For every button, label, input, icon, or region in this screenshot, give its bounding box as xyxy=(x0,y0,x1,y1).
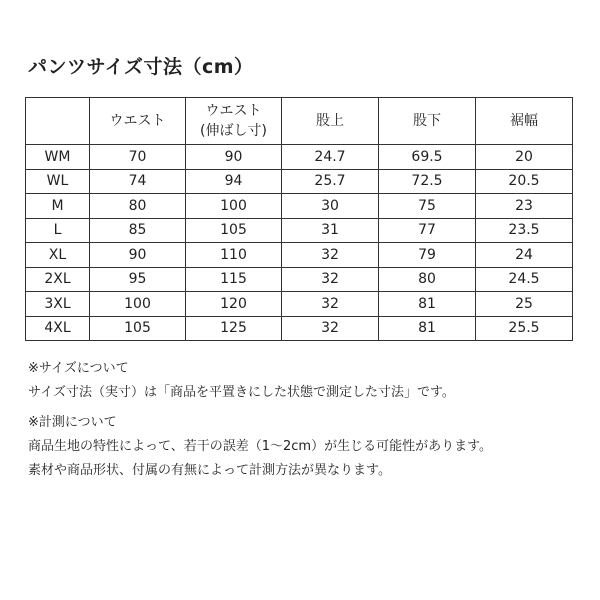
cell-waist: 70 xyxy=(90,145,186,170)
header-waist-stretched xyxy=(186,98,282,145)
header-size xyxy=(26,98,90,145)
header-inseam: 股下 xyxy=(379,98,476,145)
table-row xyxy=(26,243,573,268)
header-waist: ウエスト xyxy=(90,98,186,145)
table-row xyxy=(26,194,573,219)
cell-inseam: 75 xyxy=(379,194,476,219)
cell-hem-width: 24 xyxy=(476,243,573,268)
cell-hem-width: 20 xyxy=(476,145,573,170)
cell-waist: 85 xyxy=(90,218,186,243)
cell-waist-stretched: 115 xyxy=(186,267,282,292)
size-note-text: サイズ寸法（実寸）は「商品を平置きにした状態で測定した寸法」です。 xyxy=(28,385,455,400)
cell-waist: 95 xyxy=(90,267,186,292)
cell-inseam: 69.5 xyxy=(379,145,476,170)
table-header-row xyxy=(26,98,573,145)
cell-size: 4XL xyxy=(26,316,90,341)
header-waist-stretched-label: ウエスト xyxy=(205,103,262,119)
measure-note-text-2: 素材や商品形状、付属の有無によって計測方法が異なります。 xyxy=(28,463,391,478)
page-title: パンツサイズ寸法（cm） xyxy=(28,56,254,78)
cell-hem-width: 23 xyxy=(476,194,573,219)
measure-note-text-1: 商品生地の特性によって、若干の誤差（1～2cm）が生じる可能性があります。 xyxy=(28,439,493,454)
cell-waist-stretched: 110 xyxy=(186,243,282,268)
cell-inseam: 81 xyxy=(379,292,476,317)
cell-size: M xyxy=(26,194,90,219)
cell-waist-stretched: 120 xyxy=(186,292,282,317)
notes-section xyxy=(28,357,593,483)
cell-waist: 80 xyxy=(90,194,186,219)
cell-hem-width: 20.5 xyxy=(476,169,573,194)
table-row xyxy=(26,292,573,317)
cell-hem-width: 25.5 xyxy=(476,316,573,341)
measure-note-heading: ※計測について xyxy=(28,415,117,430)
cell-waist: 105 xyxy=(90,316,186,341)
cell-size: L xyxy=(26,218,90,243)
cell-waist: 74 xyxy=(90,169,186,194)
table-row xyxy=(26,169,573,194)
cell-rise: 25.7 xyxy=(282,169,379,194)
cell-rise: 31 xyxy=(282,218,379,243)
cell-waist: 100 xyxy=(90,292,186,317)
table-row xyxy=(26,316,573,341)
cell-waist-stretched: 125 xyxy=(186,316,282,341)
cell-size: WM xyxy=(26,145,90,170)
cell-inseam: 81 xyxy=(379,316,476,341)
cell-rise: 30 xyxy=(282,194,379,219)
table-row xyxy=(26,267,573,292)
cell-rise: 32 xyxy=(282,267,379,292)
cell-waist-stretched: 94 xyxy=(186,169,282,194)
header-hem-width: 裾幅 xyxy=(476,98,573,145)
cell-inseam: 79 xyxy=(379,243,476,268)
cell-inseam: 80 xyxy=(379,267,476,292)
size-table xyxy=(25,97,573,341)
cell-waist-stretched: 100 xyxy=(186,194,282,219)
table-row xyxy=(26,145,573,170)
size-note-heading: ※サイズについて xyxy=(28,361,129,376)
cell-inseam: 77 xyxy=(379,218,476,243)
cell-waist-stretched: 105 xyxy=(186,218,282,243)
cell-inseam: 72.5 xyxy=(379,169,476,194)
header-waist-stretched-note: (伸ばし寸) xyxy=(200,123,267,139)
cell-size: 2XL xyxy=(26,267,90,292)
cell-rise: 24.7 xyxy=(282,145,379,170)
header-rise: 股上 xyxy=(282,98,379,145)
cell-hem-width: 23.5 xyxy=(476,218,573,243)
cell-rise: 32 xyxy=(282,316,379,341)
cell-size: WL xyxy=(26,169,90,194)
cell-rise: 32 xyxy=(282,243,379,268)
table-row xyxy=(26,218,573,243)
cell-hem-width: 25 xyxy=(476,292,573,317)
cell-waist: 90 xyxy=(90,243,186,268)
table-body xyxy=(26,145,573,341)
cell-size: 3XL xyxy=(26,292,90,317)
cell-rise: 32 xyxy=(282,292,379,317)
cell-size: XL xyxy=(26,243,90,268)
cell-waist-stretched: 90 xyxy=(186,145,282,170)
cell-hem-width: 24.5 xyxy=(476,267,573,292)
